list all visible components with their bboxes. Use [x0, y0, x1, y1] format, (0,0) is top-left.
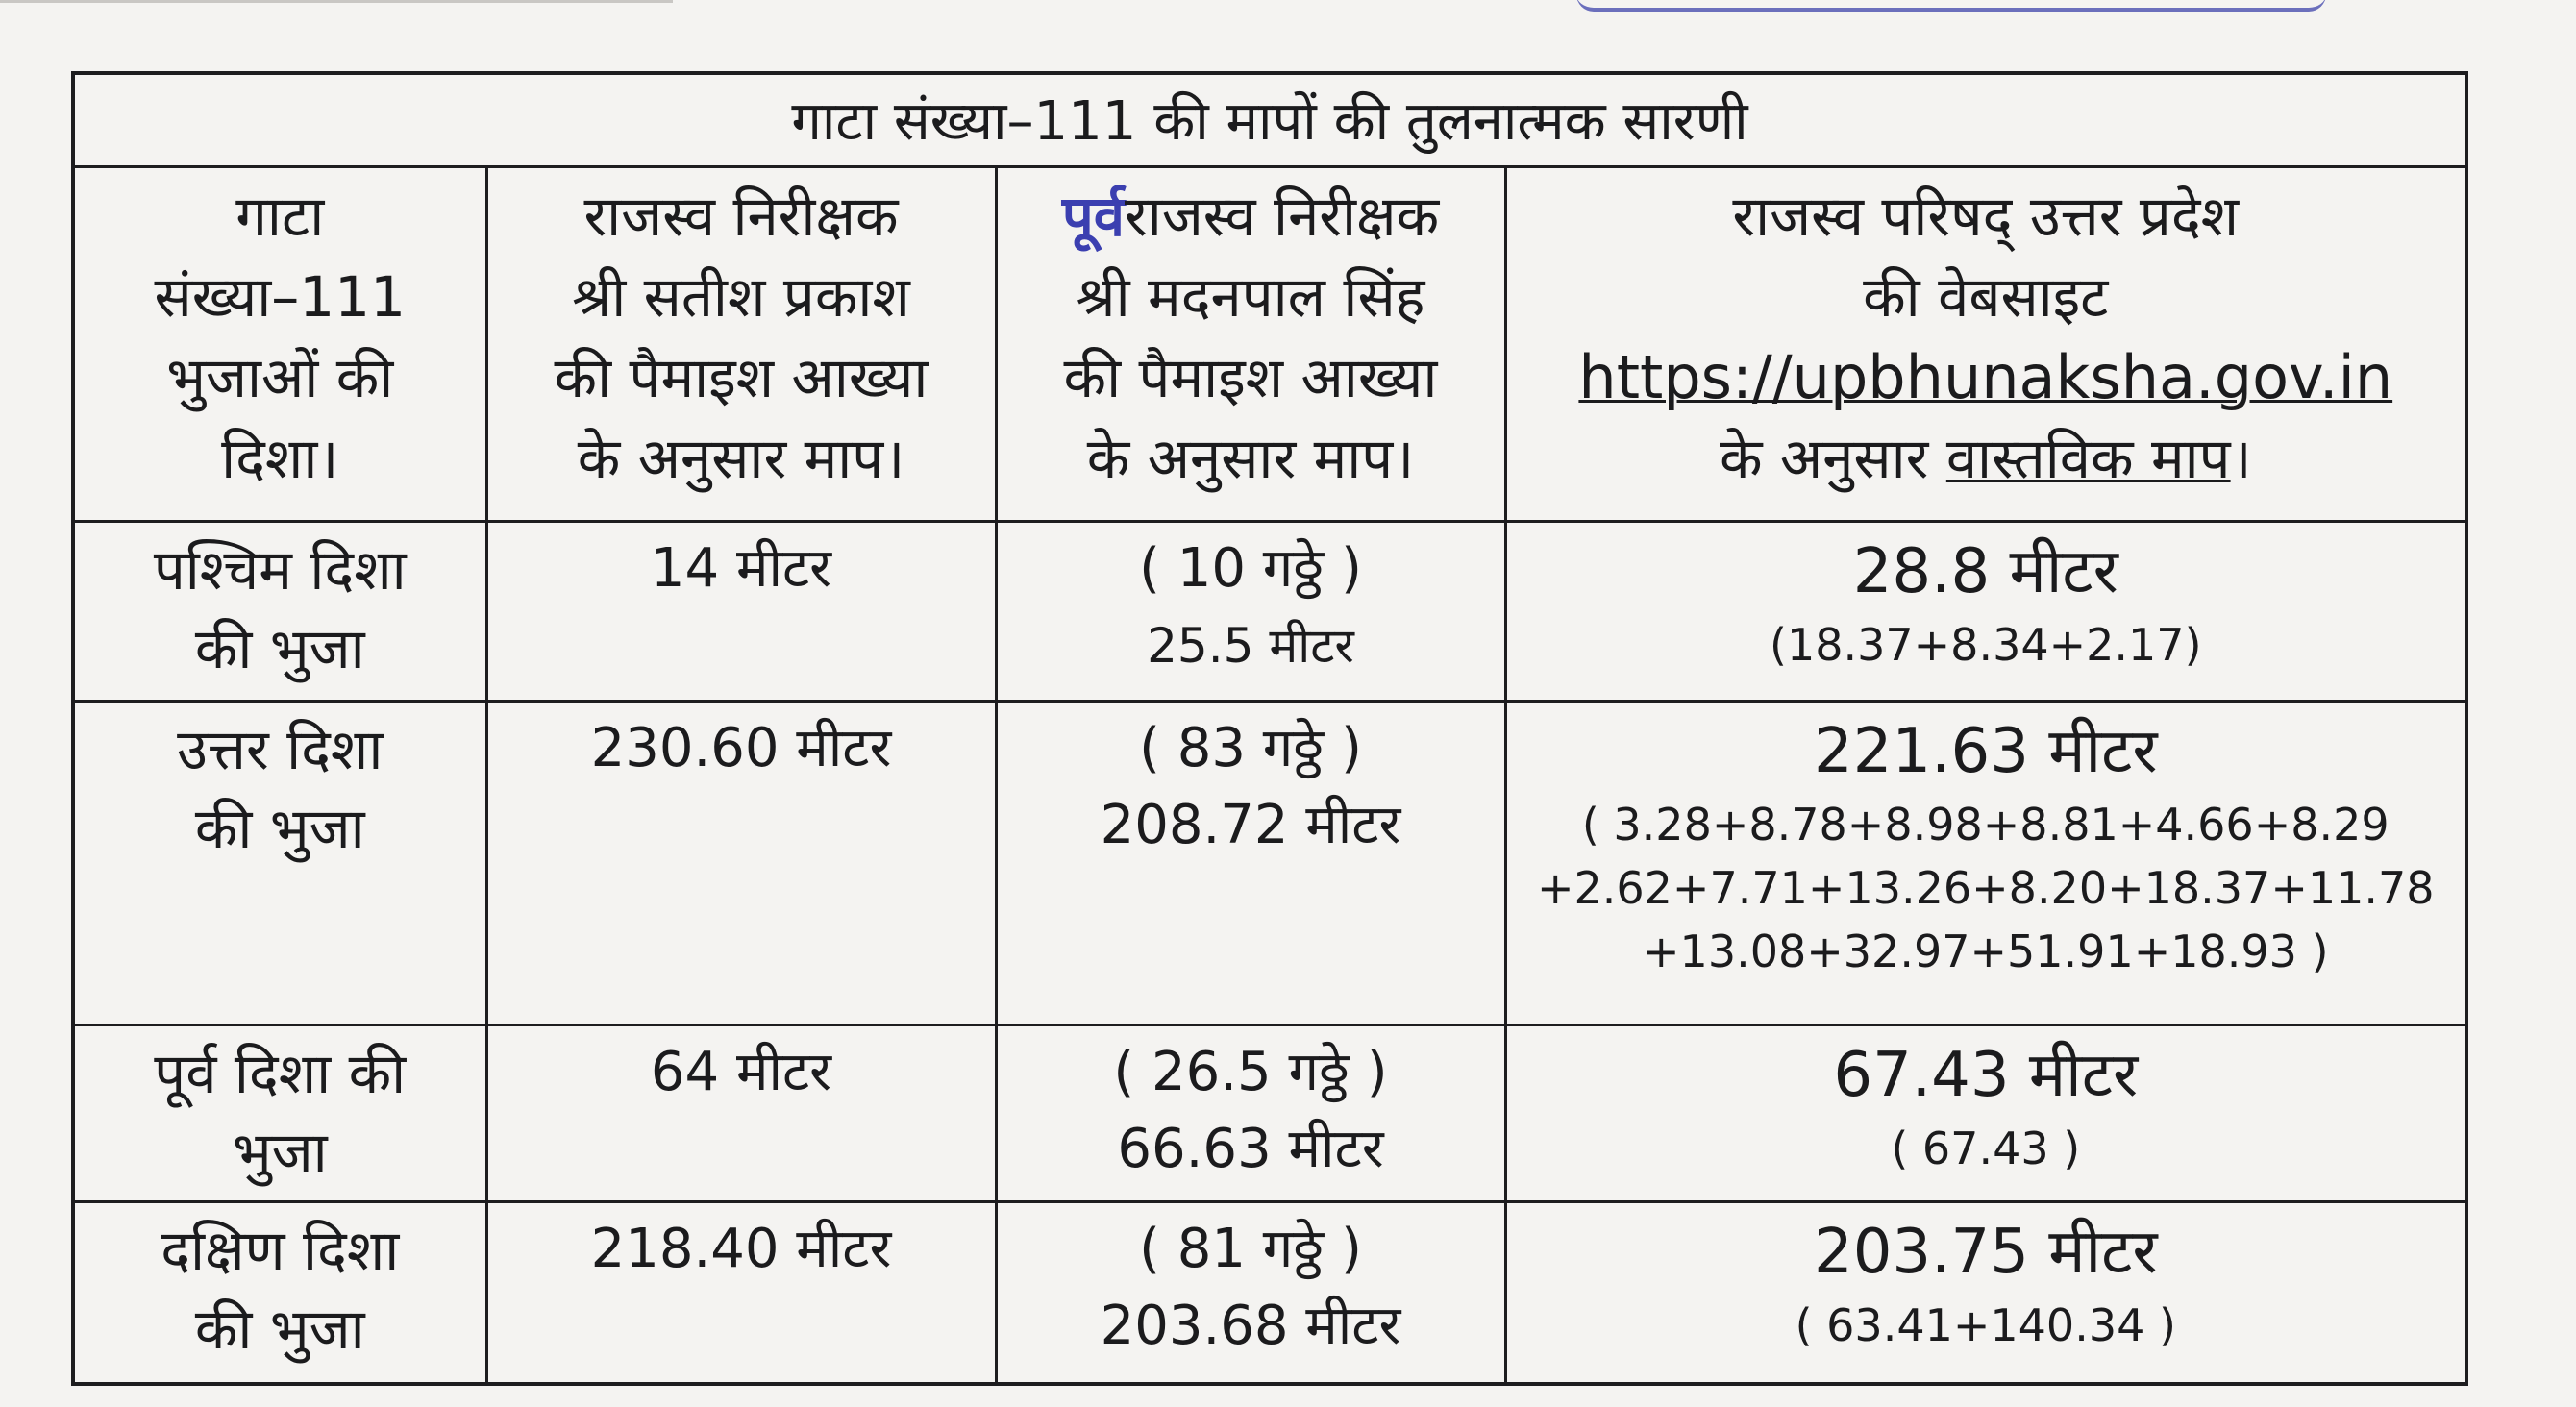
direction-text: उत्तर दिशा	[177, 717, 384, 782]
actual-breakup: ( 3.28+8.78+8.98+8.81+4.66+8.29	[1581, 799, 2390, 851]
table-row	[73, 1025, 2466, 1202]
header-row	[73, 167, 2466, 522]
madanpal-cell	[996, 522, 1505, 702]
table-title: गाटा संख्या–111 की मापों की तुलनात्मक सारणी	[73, 73, 2466, 167]
header-text: राजस्व निरीक्षक	[583, 184, 899, 249]
header-text: के अनुसार माप।	[577, 426, 905, 491]
satish-value: 230.60 मीटर	[486, 702, 996, 1025]
website-url: https://upbhunaksha.gov.in	[1578, 342, 2393, 412]
header-text: की वेबसाइट	[1863, 264, 2109, 330]
gathe-value: ( 10 गठ्ठे )	[1139, 537, 1362, 600]
meter-value: 25.5 मीटर	[1147, 618, 1354, 674]
comparison-table	[71, 71, 2468, 1386]
actual-value: 67.43 मीटर	[1833, 1040, 2139, 1111]
gathe-value: ( 26.5 गठ्ठे )	[1113, 1041, 1388, 1103]
header-text: ।	[2230, 426, 2252, 491]
table-row	[73, 522, 2466, 702]
handwritten-mark: पूर्व	[1061, 184, 1126, 249]
direction-text: की भुजा	[194, 796, 365, 861]
header-text: श्री मदनपाल सिंह	[1076, 264, 1425, 330]
meter-value: 203.68 मीटर	[1100, 1295, 1401, 1357]
direction-text: पूर्व दिशा की	[154, 1041, 407, 1106]
direction-cell	[73, 1025, 486, 1202]
header-madanpal	[996, 167, 1505, 522]
header-direction	[73, 167, 486, 522]
gathe-value: ( 81 गठ्ठे )	[1139, 1218, 1362, 1280]
header-text: के अनुसार	[1719, 426, 1929, 491]
meter-value: 208.72 मीटर	[1100, 794, 1401, 856]
header-text: दिशा।	[221, 426, 339, 491]
gathe-value: ( 83 गठ्ठे )	[1139, 717, 1362, 779]
header-underlined-text: वास्तविक माप	[1945, 426, 2231, 491]
header-actual	[1505, 167, 2466, 522]
actual-breakup: +2.62+7.71+13.26+8.20+18.37+11.78	[1536, 862, 2435, 914]
actual-breakup: ( 63.41+140.34 )	[1795, 1299, 2176, 1351]
direction-cell	[73, 1202, 486, 1385]
madanpal-cell	[996, 1025, 1505, 1202]
header-text: की पैमाइश आख्या	[554, 345, 929, 410]
header-line	[1007, 176, 1495, 257]
actual-cell	[1505, 522, 2466, 702]
actual-value: 203.75 मीटर	[1813, 1217, 2158, 1288]
direction-text: दक्षिण दिशा	[161, 1218, 400, 1283]
header-line	[1517, 418, 2456, 499]
direction-cell	[73, 702, 486, 1025]
header-text: राजस्व निरीक्षक	[1125, 184, 1440, 249]
direction-text: की भुजा	[194, 616, 365, 681]
satish-value: 64 मीटर	[486, 1025, 996, 1202]
header-text: गाटा	[235, 184, 325, 249]
header-text: भुजाओं की	[166, 345, 394, 410]
header-text: श्री सतीश प्रकाश	[572, 264, 910, 330]
header-text: की पैमाइश आख्या	[1063, 345, 1438, 410]
direction-text: पश्चिम दिशा	[153, 537, 407, 603]
actual-value: 28.8 मीटर	[1852, 536, 2118, 607]
actual-value: 221.63 मीटर	[1813, 716, 2158, 787]
direction-text: भुजा	[232, 1120, 328, 1185]
madanpal-cell	[996, 1202, 1505, 1385]
actual-breakup: (18.37+8.34+2.17)	[1770, 619, 2202, 671]
header-text: के अनुसार माप।	[1086, 426, 1415, 491]
satish-value: 218.40 मीटर	[486, 1202, 996, 1385]
actual-breakup: +13.08+32.97+51.91+18.93 )	[1643, 926, 2329, 977]
madanpal-cell	[996, 702, 1505, 1025]
meter-value: 66.63 मीटर	[1117, 1118, 1384, 1180]
actual-cell	[1505, 702, 2466, 1025]
actual-cell	[1505, 1025, 2466, 1202]
direction-cell	[73, 522, 486, 702]
table-row	[73, 1202, 2466, 1385]
actual-breakup: ( 67.43 )	[1891, 1123, 2081, 1174]
header-satish	[486, 167, 996, 522]
satish-value: 14 मीटर	[486, 522, 996, 702]
header-text: राजस्व परिषद् उत्तर प्रदेश	[1732, 184, 2240, 249]
actual-cell	[1505, 1202, 2466, 1385]
ink-stroke-mark	[1576, 0, 2326, 12]
direction-text: की भुजा	[194, 1296, 365, 1362]
page-top-edge	[0, 0, 673, 12]
table-row	[73, 702, 2466, 1025]
header-text: संख्या–111	[154, 264, 406, 330]
